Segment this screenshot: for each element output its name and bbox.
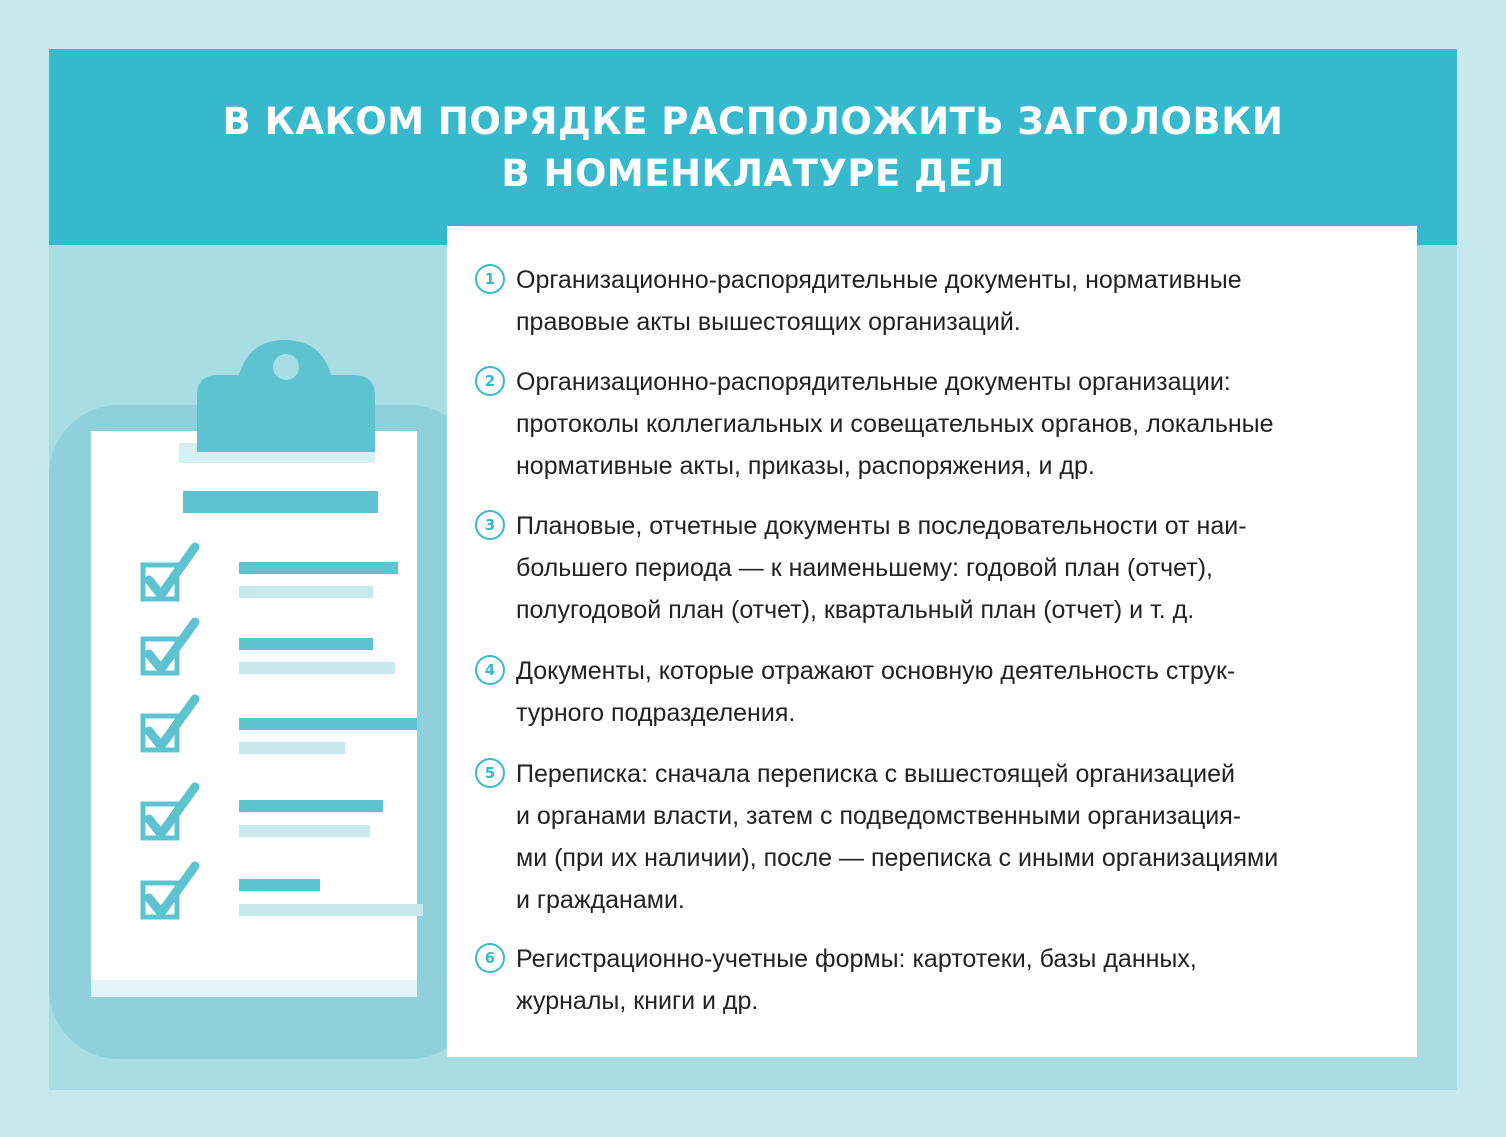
title-line-2: В НОМЕНКЛАТУРЕ ДЕЛ — [501, 152, 1005, 195]
infographic-frame — [49, 49, 1457, 1090]
line-bar — [239, 638, 373, 650]
item-line: Плановые, отчетные документы в последовательности от наи- — [516, 512, 1247, 540]
item-line: и органами власти, затем с подведомственными организация- — [516, 802, 1242, 830]
item-text — [516, 505, 1247, 631]
line-bar — [239, 800, 383, 812]
clipboard-checklist-icon — [49, 245, 449, 1090]
item-line: протоколы коллегиальных и совещательных органов, локальные — [516, 410, 1274, 438]
item-text — [516, 938, 1197, 1022]
title-line-1: В КАКОМ ПОРЯДКЕ РАСПОЛОЖИТЬ ЗАГОЛОВКИ — [222, 100, 1284, 143]
paper-edge — [91, 980, 417, 997]
item-text — [516, 259, 1242, 343]
item-text — [516, 650, 1235, 734]
number-badge: 2 — [475, 366, 505, 396]
content-card — [447, 226, 1417, 1057]
item-line: нормативные акты, приказы, распоряжения, и др. — [516, 452, 1095, 480]
item-line: Организационно-распорядительные документы, нормативные — [516, 266, 1242, 294]
line-bar — [239, 562, 398, 574]
item-line: полугодовой план (отчет), квартальный план (отчет) и т. д. — [516, 596, 1195, 624]
line-bar — [239, 879, 320, 891]
heading-bar — [183, 491, 378, 513]
line-bar-light — [239, 662, 395, 674]
item-line: Документы, которые отражают основную деятельность струк- — [516, 657, 1236, 685]
number-badge: 5 — [475, 758, 505, 788]
item-line: и гражданами. — [516, 886, 685, 914]
item-text — [516, 753, 1278, 921]
line-bar-light — [239, 904, 423, 916]
number-badge: 1 — [475, 264, 505, 294]
item-text — [516, 361, 1274, 487]
item-line: Переписка: сначала переписка с вышестоящей организацией — [516, 760, 1236, 788]
item-line: журналы, книги и др. — [516, 987, 759, 1015]
page-title — [49, 96, 1457, 200]
clip-hole — [273, 354, 299, 380]
item-line: турного подразделения. — [516, 699, 796, 727]
item-line: правовые акты вышестоящих организаций. — [516, 308, 1021, 336]
item-line: Организационно-распорядительные документы организации: — [516, 368, 1231, 396]
line-bar-light — [239, 586, 373, 598]
item-line: Регистрационно-учетные формы: картотеки, базы данных, — [516, 945, 1197, 973]
header-banner — [49, 49, 1457, 245]
line-bar-light — [239, 825, 370, 837]
line-bar — [239, 718, 417, 730]
number-badge: 4 — [475, 655, 505, 685]
item-line: ми (при их наличии), после — переписка с иными организациями — [516, 844, 1279, 872]
item-line: большего периода — к наименьшему: годовой план (отчет), — [516, 554, 1213, 582]
line-bar-light — [239, 742, 345, 754]
number-badge: 3 — [475, 510, 505, 540]
number-badge: 6 — [475, 943, 505, 973]
